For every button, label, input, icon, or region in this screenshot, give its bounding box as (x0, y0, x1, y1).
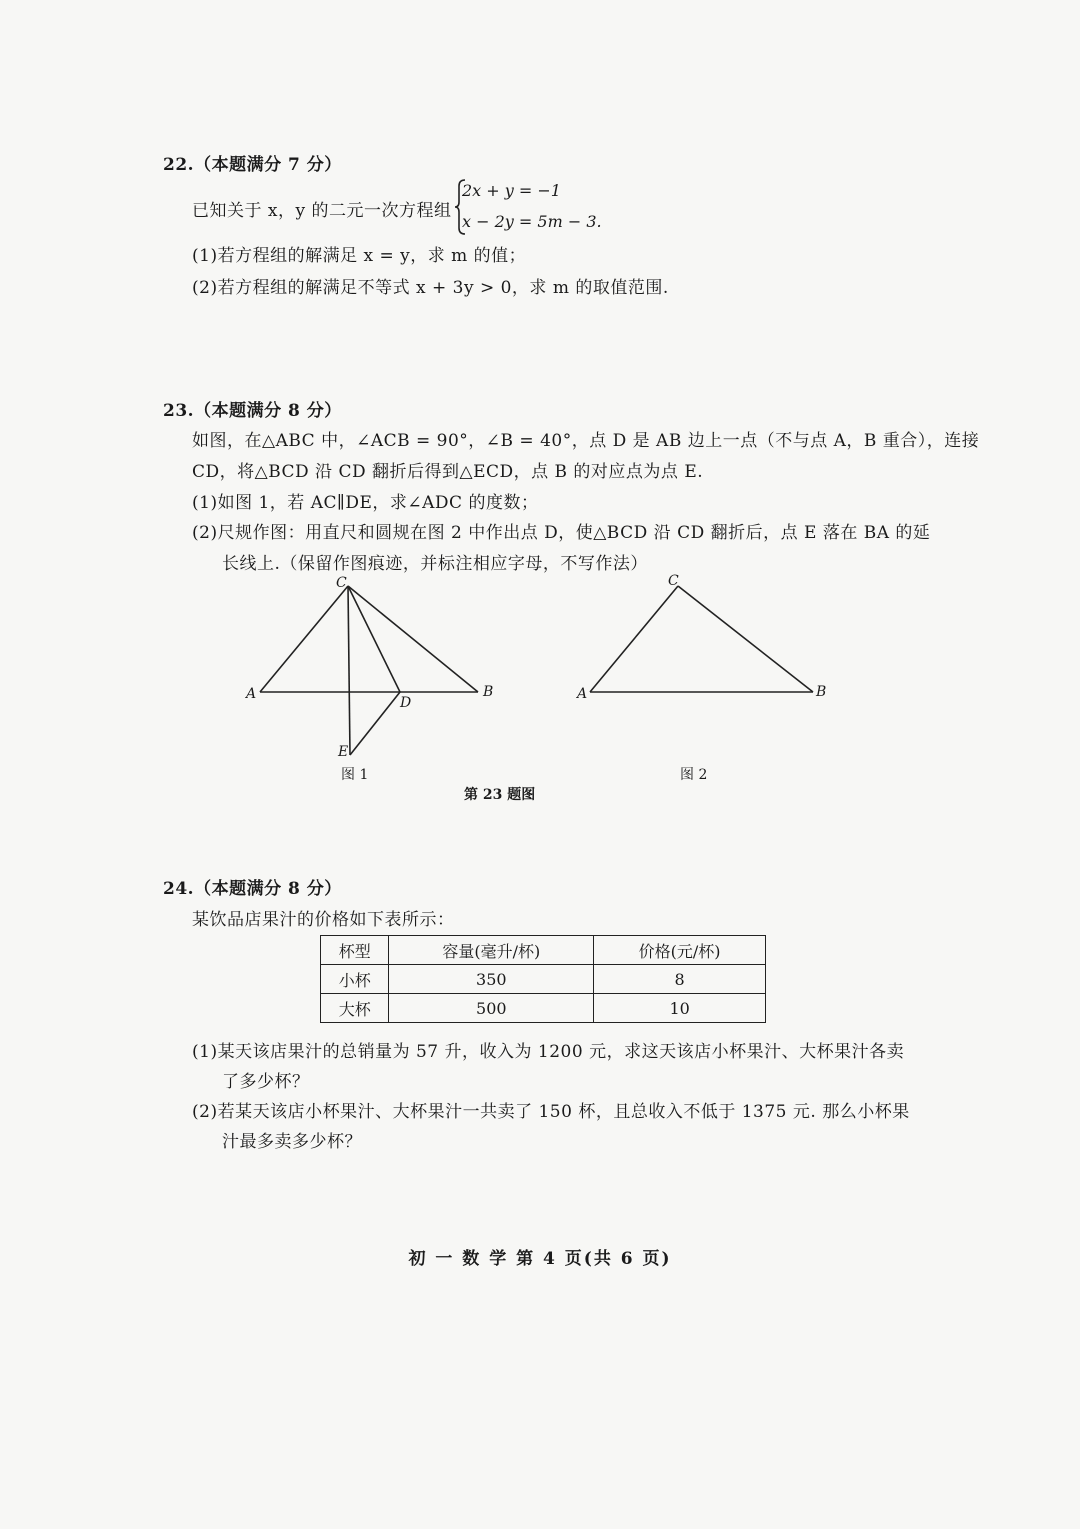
figure-2 (570, 570, 830, 710)
q22-part2: (2)若方程组的解满足不等式 x + 3y > 0，求 m 的取值范围. (192, 278, 669, 298)
q22-part1: (1)若方程组的解满足 x = y，求 m 的值； (192, 246, 527, 266)
table-row (321, 994, 766, 1023)
price-table (320, 935, 766, 1023)
fig1-label-d: D (400, 695, 412, 711)
fig2-segment-cb (678, 586, 813, 692)
q23-part2-line2: 长线上.（保留作图痕迹，并标注相应字母，不写作法） (222, 554, 648, 574)
q24-header: 24.（本题满分 8 分） (163, 879, 342, 899)
table-cell: 8 (594, 965, 766, 994)
q23-part2-line1: (2)尺规作图：用直尺和圆规在图 2 中作出点 D，使△BCD 沿 CD 翻折后，点 E 落在 BA 的延 (192, 523, 931, 543)
q23-line1: 如图，在△ABC 中，∠ACB = 90°，∠B = 40°，点 D 是 AB 边上一点（不与点 A，B 重合），连接 (192, 431, 980, 451)
page-footer: 初 一 数 学 第 4 页(共 6 页) (408, 1249, 672, 1269)
fig1-segment-ac (260, 586, 348, 692)
q23-part1: (1)如图 1，若 AC∥DE，求∠ADC 的度数； (192, 493, 539, 513)
table-header-row (321, 936, 766, 965)
q22-stem: 已知关于 x，y 的二元一次方程组 (192, 201, 452, 221)
table-cell: 大杯 (321, 994, 389, 1023)
fig2-label-b: B (816, 684, 827, 700)
fig1-segment-cb (348, 586, 478, 692)
fig2-segment-ac (590, 586, 678, 692)
fig2-label-a: A (577, 686, 588, 702)
fig2-caption: 图 2 (680, 767, 708, 783)
figure-1 (240, 570, 510, 770)
q22-eq1: 2x + y = −1 (462, 181, 561, 200)
figure-caption: 第 23 题图 (464, 787, 536, 803)
q24-stem: 某饮品店果汁的价格如下表所示： (192, 910, 455, 930)
fig1-caption: 图 1 (341, 767, 369, 783)
fig1-segment-ce (348, 586, 350, 755)
q23-header: 23.（本题满分 8 分） (163, 401, 342, 421)
table-header-cell: 价格(元/杯) (594, 936, 766, 965)
q24-part1-line1: (1)某天该店果汁的总销量为 57 升，收入为 1200 元，求这天该店小杯果汁、大杯果汁各卖 (192, 1042, 905, 1062)
fig1-segment-cd (348, 586, 400, 692)
table-cell: 500 (389, 994, 594, 1023)
table-cell: 小杯 (321, 965, 389, 994)
table-row (321, 965, 766, 994)
q22-eq2: x − 2y = 5m − 3. (462, 212, 602, 231)
q24-part1-line2: 了多少杯？ (222, 1072, 310, 1092)
table-header-cell: 杯型 (321, 936, 389, 965)
table-cell: 350 (389, 965, 594, 994)
table-header-cell: 容量(毫升/杯) (389, 936, 594, 965)
q22-header: 22.（本题满分 7 分） (163, 155, 342, 175)
table-cell: 10 (594, 994, 766, 1023)
q24-part2-line2: 汁最多卖多少杯？ (222, 1132, 362, 1152)
fig1-label-c: C (336, 575, 347, 591)
fig1-label-e: E (338, 744, 349, 760)
fig2-label-c: C (668, 573, 679, 589)
fig1-segment-de (350, 692, 400, 755)
fig1-label-b: B (483, 684, 494, 700)
fig1-label-a: A (246, 686, 257, 702)
q23-line2: CD，将△BCD 沿 CD 翻折后得到△ECD，点 B 的对应点为点 E. (192, 462, 704, 482)
q24-part2-line1: (2)若某天该店小杯果汁、大杯果汁一共卖了 150 杯，且总收入不低于 1375 元. 那么小杯果 (192, 1102, 910, 1122)
